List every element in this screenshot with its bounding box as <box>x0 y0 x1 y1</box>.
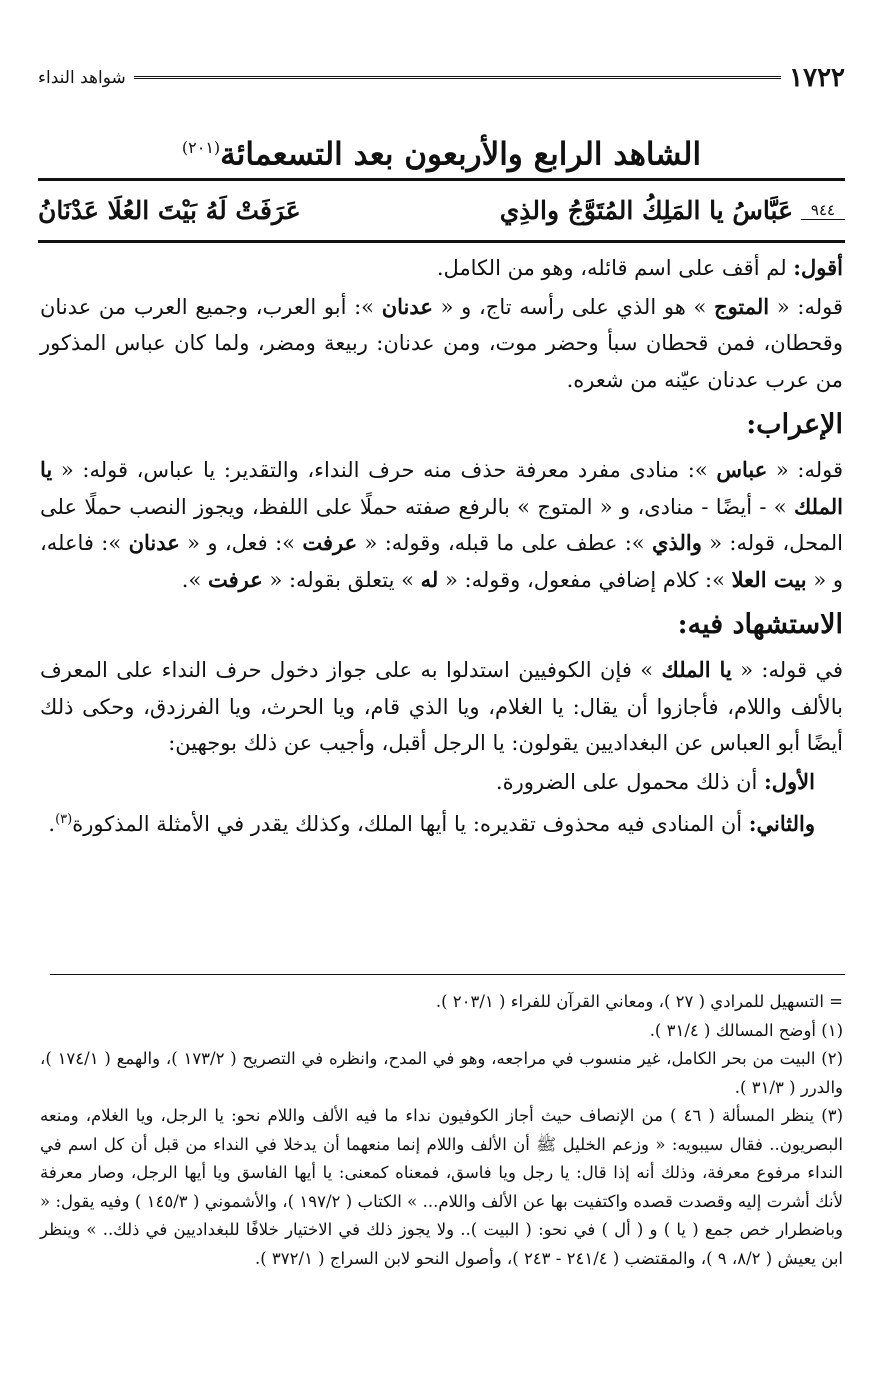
paragraph-istishhad <box>40 652 843 762</box>
text-run: أن ذلك محمول على الضرورة. <box>495 769 765 794</box>
text-run: قوله: « <box>769 294 843 319</box>
header-rule <box>134 76 781 81</box>
text-run: قوله: « <box>767 458 843 482</box>
footnote-continued: = التسهيل للمرادي ( ٢٧ )، ومعاني القرآن للفراء ( ٢٠٣/١ ). <box>435 992 843 1011</box>
footnote-2: (٢) البيت من بحر الكامل، غير منسوب في مراجعه، وهو في المدح، وانظره في التصريح ( ١٧٣/٢ )، والهمع ( ١٧٤/١ )، والدرر ( ٣١/٣ ). <box>40 1049 843 1097</box>
main-text <box>40 250 843 845</box>
paragraph-second-answer <box>40 802 843 843</box>
term-mutawwaj: المتوج <box>714 293 770 319</box>
verse-line <box>38 184 845 236</box>
heading-istishhad: الاستشهاد فيه: <box>677 609 843 640</box>
verse-number: ٩٤٤ <box>801 201 845 220</box>
term-adnan: عدنان <box>381 293 433 319</box>
term-abbas: عباس <box>716 457 768 482</box>
term-adnan: عدنان <box>128 530 180 555</box>
section-title-text: الشاهد الرابع والأربعون بعد التسعمائة <box>220 136 702 173</box>
section-title <box>38 120 845 182</box>
section-title-note: (٢٠١) <box>181 138 221 157</box>
term-ya-almalik: يا الملك <box>661 657 732 682</box>
term-arafat: عرفت <box>207 566 263 592</box>
footnote-3: (٣) ينظر المسألة ( ٤٦ ) من الإنصاف حيث أجاز الكوفيون نداء ما فيه الألف واللام نحو: يا الرجل، ويا الغلام، ومنعه البصريون.. فقال سيبويه: « وزعم الخليل ﷺ أن الألف واللام إنما منعهما أن يدخلا في النداء من قبل أن كل اسم في النداء مرفوع معرفة، وذلك أنه إذا قال: يا رجل ويا فاسق، فمعناه كمعنى: يا أيها الفاسق ويا أيها الرجل، وصار معرفة لأنك أشرت إليه وقصدت قصده واكتفيت بها عن الألف واللام... » الكتاب ( ١٩٧/٢ )، والأشموني ( ١٤٥/٣ ) وفيه يقول: « وباضطرار خص جمع ( يا ) و ( أل ) في نحو: ( البيت ).. ولا يجوز ذلك في الاختيار خلافًا للبغداديين في ذلك.. » وينظر ابن يعيش ( ٨/٢، ٩ )، والمقتضب ( ٢٤١/٤ - ٢٤٣ )، وأصول النحو لابن السراج ( ٣٧٢/١ ). <box>40 1106 843 1268</box>
text-run: » هو الذي على رأسه تاج، و « <box>432 294 715 319</box>
text-run: »: منادى مفرد معرفة حذف منه حرف النداء، والتقدير: يا عباس، قوله: « <box>52 458 717 482</box>
footnote-ref: (٣) <box>55 812 73 827</box>
term-walladhi: والذي <box>652 530 702 555</box>
term-lahu: له <box>420 566 439 592</box>
verse-top-rule <box>38 178 845 181</box>
text-run: »: فعل، و « <box>179 531 303 555</box>
text-run: » - أيضًا - منادى، و « المتوج » بالرفع صفته حملًا على اللفظ، ويجوز النصب حملًا على المحل، قوله: « <box>40 494 844 555</box>
text-run: »: عطف على ما قبله، وقوله: « <box>357 531 653 555</box>
term-ya-almalik: يا الملك <box>40 457 843 519</box>
paragraph-author <box>40 250 843 287</box>
text-run: أن المنادى فيه محذوف تقديره: يا أيها الملك، وكذلك يقدر في الأمثلة المذكورة <box>72 812 749 836</box>
footnote-1: (١) أوضح المسالك ( ٣١/٤ ). <box>649 1020 843 1040</box>
paragraph-vocabulary <box>40 289 843 399</box>
paragraph-text: لم أقف على اسم قائله، وهو من الكامل. <box>436 256 794 280</box>
verse-first-hemistich: عَبَّاسُ يا المَلِكُ المُتَوَّجُ والذِي <box>499 195 793 225</box>
term-bayt-alula: بيت العلا <box>731 566 807 592</box>
heading-irab: الإعراب: <box>746 409 843 440</box>
page-number: ١٧٢٢ <box>789 63 845 93</box>
label-first: الأول: <box>764 768 815 794</box>
text-run: » يتعلق بقوله: « <box>262 567 421 592</box>
text-run: في قوله: « <box>731 658 843 682</box>
running-title: شواهد النداء <box>38 68 126 88</box>
running-header <box>38 58 845 98</box>
label-second: والثاني: <box>748 811 815 836</box>
text-run: »: كلام إضافي مفعول، وقوله: « <box>438 567 732 592</box>
text-run: ». <box>181 567 208 592</box>
footnotes <box>40 988 843 1273</box>
label-aqul: أقول: <box>793 255 843 280</box>
text-run: »: فاعله، و « <box>40 531 843 592</box>
paragraph-first-answer <box>40 764 843 801</box>
text-run: . <box>48 812 56 836</box>
verse-bottom-rule <box>38 240 845 243</box>
term-arafat: عرفت <box>302 530 358 555</box>
text-run: »: أبو العرب، وجميع العرب من عدنان وقحطان، فمن قحطان سبأ وحضر موت، ومن عدنان: ربيعة ومضر، ولما كان عباس المذكور من عرب عدنان عيّنه من شعره. <box>40 294 843 392</box>
verse-second-hemistich: عَرَفَتْ لَهُ بَيْتَ العُلَا عَدْنَانُ <box>38 195 301 225</box>
footnote-rule <box>50 974 845 975</box>
paragraph-irab <box>40 452 843 598</box>
text-run: » فإن الكوفيين استدلوا به على جواز دخول حرف النداء على المعرف بالألف واللام، فأجازوا أن يقال: يا الغلام، ويا الذي قام، ويا الحرث، ويا الفرزدق، وحكى ذلك أيضًا أبو العباس عن البغداديين يقولون: يا الرجل أقبل، وأجيب عن ذلك بوجهين: <box>40 658 843 755</box>
